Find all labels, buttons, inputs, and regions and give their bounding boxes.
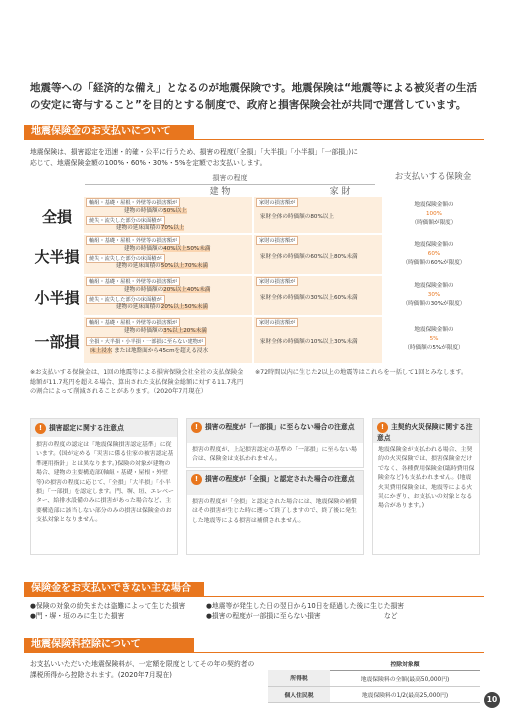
payment-amount — [388, 282, 480, 309]
condition-tag: 全損・大半損・小半損・一部損に至らない建物が — [86, 337, 206, 346]
condition-text: 建物の時価額の40%以上50%未満 — [124, 246, 211, 252]
condition-text: 床上浸水 または地盤面から45cmを超える浸水 — [90, 348, 209, 354]
box-title: 損害認定に関する注意点 — [49, 424, 124, 432]
household-tag: 家財の損害額が — [256, 318, 298, 327]
box-title: 損害の程度が「一部損」に至らない場合の注意点 — [205, 423, 355, 431]
notice-box-damage-assessment — [30, 418, 178, 555]
notice-box-below-partial — [186, 418, 364, 468]
payment-label: 地震保険金額の — [414, 327, 454, 333]
payment-label: 地震保険金額の — [414, 202, 454, 208]
condition-tag: 軸組・基礎・屋根・外壁等の損害額が — [86, 236, 180, 245]
table-header-payment: お支払いする保険金 — [394, 172, 472, 182]
deduction-value-resident-tax: 地震保険料の1/2(最高25,000円) — [361, 692, 449, 699]
box-text: 損害の程度の認定は「地震保険損害認定基準」に従います。(国が定める「災害に係る住家の被害認定基準運用指針」とは異なります。)保険の対象が建物の場合、建物の主要構造部(軸組・基礎・屋根・外壁等)の損害の程度に応じて、「全損」「大半損」「小半損」「一部損」を認定します。門、塀、垣、エレベーター、給排水設備のみに損害があった場合など、主要構造部に該当しない部分のみの損害は保険金のお支払対象となりません。 — [36, 442, 174, 524]
payment-label: （時価額の5%が限度） — [404, 345, 464, 351]
alert-icon: ! — [35, 423, 46, 434]
payment-amount — [388, 241, 480, 268]
condition-tag: 焼失・流失した部分の床面積が — [86, 216, 165, 225]
alert-icon: ! — [191, 422, 202, 433]
household-condition: 家財全体の時価額の30%以上60%未満 — [260, 294, 358, 301]
payment-amount — [388, 201, 480, 228]
payment-percent: 30% — [427, 291, 441, 298]
damage-category: 小半損 — [34, 288, 80, 307]
box-title: 主契約火災保険に関する注意点 — [377, 423, 473, 442]
box-title: 損害の程度が「全損」と認定された場合の注意点 — [205, 475, 355, 483]
household-condition: 家財全体の時価額の60%以上80%未満 — [260, 253, 358, 260]
payment-label: 地震保険金額の — [414, 282, 454, 289]
section-title: 地震保険金のお支払いについて — [24, 125, 194, 139]
no-payment-item-3: ●地震等が発生した日の翌日から10日を経過した後に生じた損害 — [206, 602, 405, 610]
section-earthquake-payout — [24, 125, 484, 140]
household-condition: 家財全体の時価額の10%以上30%未満 — [260, 339, 358, 345]
payment-label: 地震保険金額の — [414, 241, 454, 248]
no-payment-item-2: ●門・塀・垣のみに生じた損害 — [30, 612, 125, 620]
payment-percent: 5% — [429, 336, 439, 342]
notice-box-total-loss — [186, 470, 364, 555]
household-tag: 家財の損害額が — [256, 236, 298, 245]
payment-percent: 100% — [426, 211, 442, 217]
deduction-table-header: 控除対象額 — [330, 658, 480, 670]
lead-paragraph: 地震等への「経済的な備え」となるのが地震保険です。地震保険は“地震等による被災者の生活の安定に寄与すること”を目的とする制度で、政府と損害保険会社が共同で運営しています。 — [30, 82, 478, 111]
household-condition: 家財全体の時価額の80%以上 — [260, 214, 334, 220]
damage-row — [30, 317, 480, 363]
deduction-text: お支払いいただいた地震保険料が、一定額を限度としてその年の契約者の課税所得から控除されます。(2020年7月現在) — [30, 660, 255, 679]
section-intro: 地震保険は、損害認定を迅速・的確・公平に行うため、損害の程度(「全損」「大半損」「小半損」「一部損」)に応じて、地震保険金額の100%・60%・30%・5%を定額でお支払いします。 — [30, 148, 358, 167]
condition-tag: 焼失・流失した部分の床面積が — [86, 295, 165, 304]
page-number: 10 — [484, 692, 500, 708]
note-72-hours: ※72時間以内に生じた2以上の地震等はこれらを一括して1回とみなします。 — [255, 369, 468, 376]
condition-tag: 軸組・基礎・屋根・外壁等の損害額が — [86, 318, 180, 327]
no-payment-tail: など — [384, 612, 398, 620]
deduction-label-income-tax: 所得税 — [268, 670, 330, 686]
deduction-label-resident-tax: 個人住民税 — [268, 686, 330, 702]
no-payment-item-4: ●損害の程度が一部損に至らない損害 — [206, 612, 321, 620]
alert-icon: ! — [191, 474, 202, 485]
notice-box-main-fire-policy — [372, 418, 480, 555]
damage-row — [30, 276, 480, 315]
damage-row — [30, 197, 480, 233]
condition-tag: 軸組・基礎・屋根・外壁等の損害額が — [86, 277, 180, 286]
household-tag: 家財の損害額が — [256, 277, 298, 286]
section-title: 地震保険料控除について — [24, 638, 194, 652]
household-tag: 家財の損害額が — [256, 198, 298, 207]
deduction-value-income-tax: 地震保険料の全額(最高50,000円) — [360, 676, 450, 683]
box-text: 地震保険金が支払われる場合、主契約の火災保険では、損害保険金だけでなく、各種費用保険金(臨時費用保険金など)も支払われません。(地震火災費用保険金は、地震等による火災にかぎり、お支払いの対象となる場合があります。) — [378, 447, 475, 510]
alert-icon: ! — [377, 422, 388, 433]
deduction-table — [268, 658, 480, 703]
box-text: 損害の程度が、上記損害認定の基準の「一部損」に至らない場合は、保険金は支払われません。 — [192, 447, 357, 463]
condition-text: 建物の延床面積の70%以上 — [116, 225, 185, 231]
condition-tag: 焼失・流失した部分の床面積が — [86, 254, 165, 263]
table-header-household: 家 財 — [329, 187, 351, 197]
condition-text: 建物の延床面積の20%以上50%未満 — [116, 304, 209, 310]
section-no-payment — [24, 582, 484, 597]
payment-percent: 60% — [427, 250, 441, 257]
condition-text: 建物の時価額の50%以上 — [124, 208, 187, 214]
damage-category: 全損 — [41, 208, 72, 226]
table-header-degree: 損害の程度 — [85, 173, 375, 185]
payment-label: （時価額が限度） — [411, 220, 457, 226]
payment-label: （時価額の60%が限度） — [402, 259, 466, 266]
box-text: 損害の程度が「全損」と認定された場合には、地震保険の補償はその損害が生じた時に遡って終了しますので、終了後に発生した地震等による損害は補償されません。 — [192, 499, 357, 524]
damage-category: 一部損 — [34, 333, 80, 351]
condition-text: 建物の延床面積の50%以上70%未満 — [116, 263, 209, 269]
damage-category: 大半損 — [34, 247, 80, 266]
condition-tag: 軸組・基礎・屋根・外壁等の損害額が — [86, 198, 180, 207]
payment-amount — [388, 326, 480, 353]
section-title: 保険金をお支払いできない主な場合 — [24, 582, 204, 596]
table-header-building: 建 物 — [209, 187, 231, 197]
condition-text: 建物の時価額の20%以上40%未満 — [124, 287, 211, 293]
note-payout-limit: ※お支払いする保険金は、1回の地震等による損害保険会社全社の支払保険金総額が11.7兆円を超える場合、算出された支払保険金総額に対する11.7兆円の割合によって削減されることがあります。（2020年7月現在） — [30, 369, 244, 396]
payment-label: （時価額の30%が限度） — [402, 300, 466, 307]
no-payment-item-1: ●保険の対象の紛失または盗難によって生じた損害 — [30, 602, 186, 610]
condition-text: 建物の時価額の3%以上20%未満 — [124, 328, 207, 334]
section-premium-deduction — [24, 638, 484, 653]
damage-row — [30, 235, 480, 274]
